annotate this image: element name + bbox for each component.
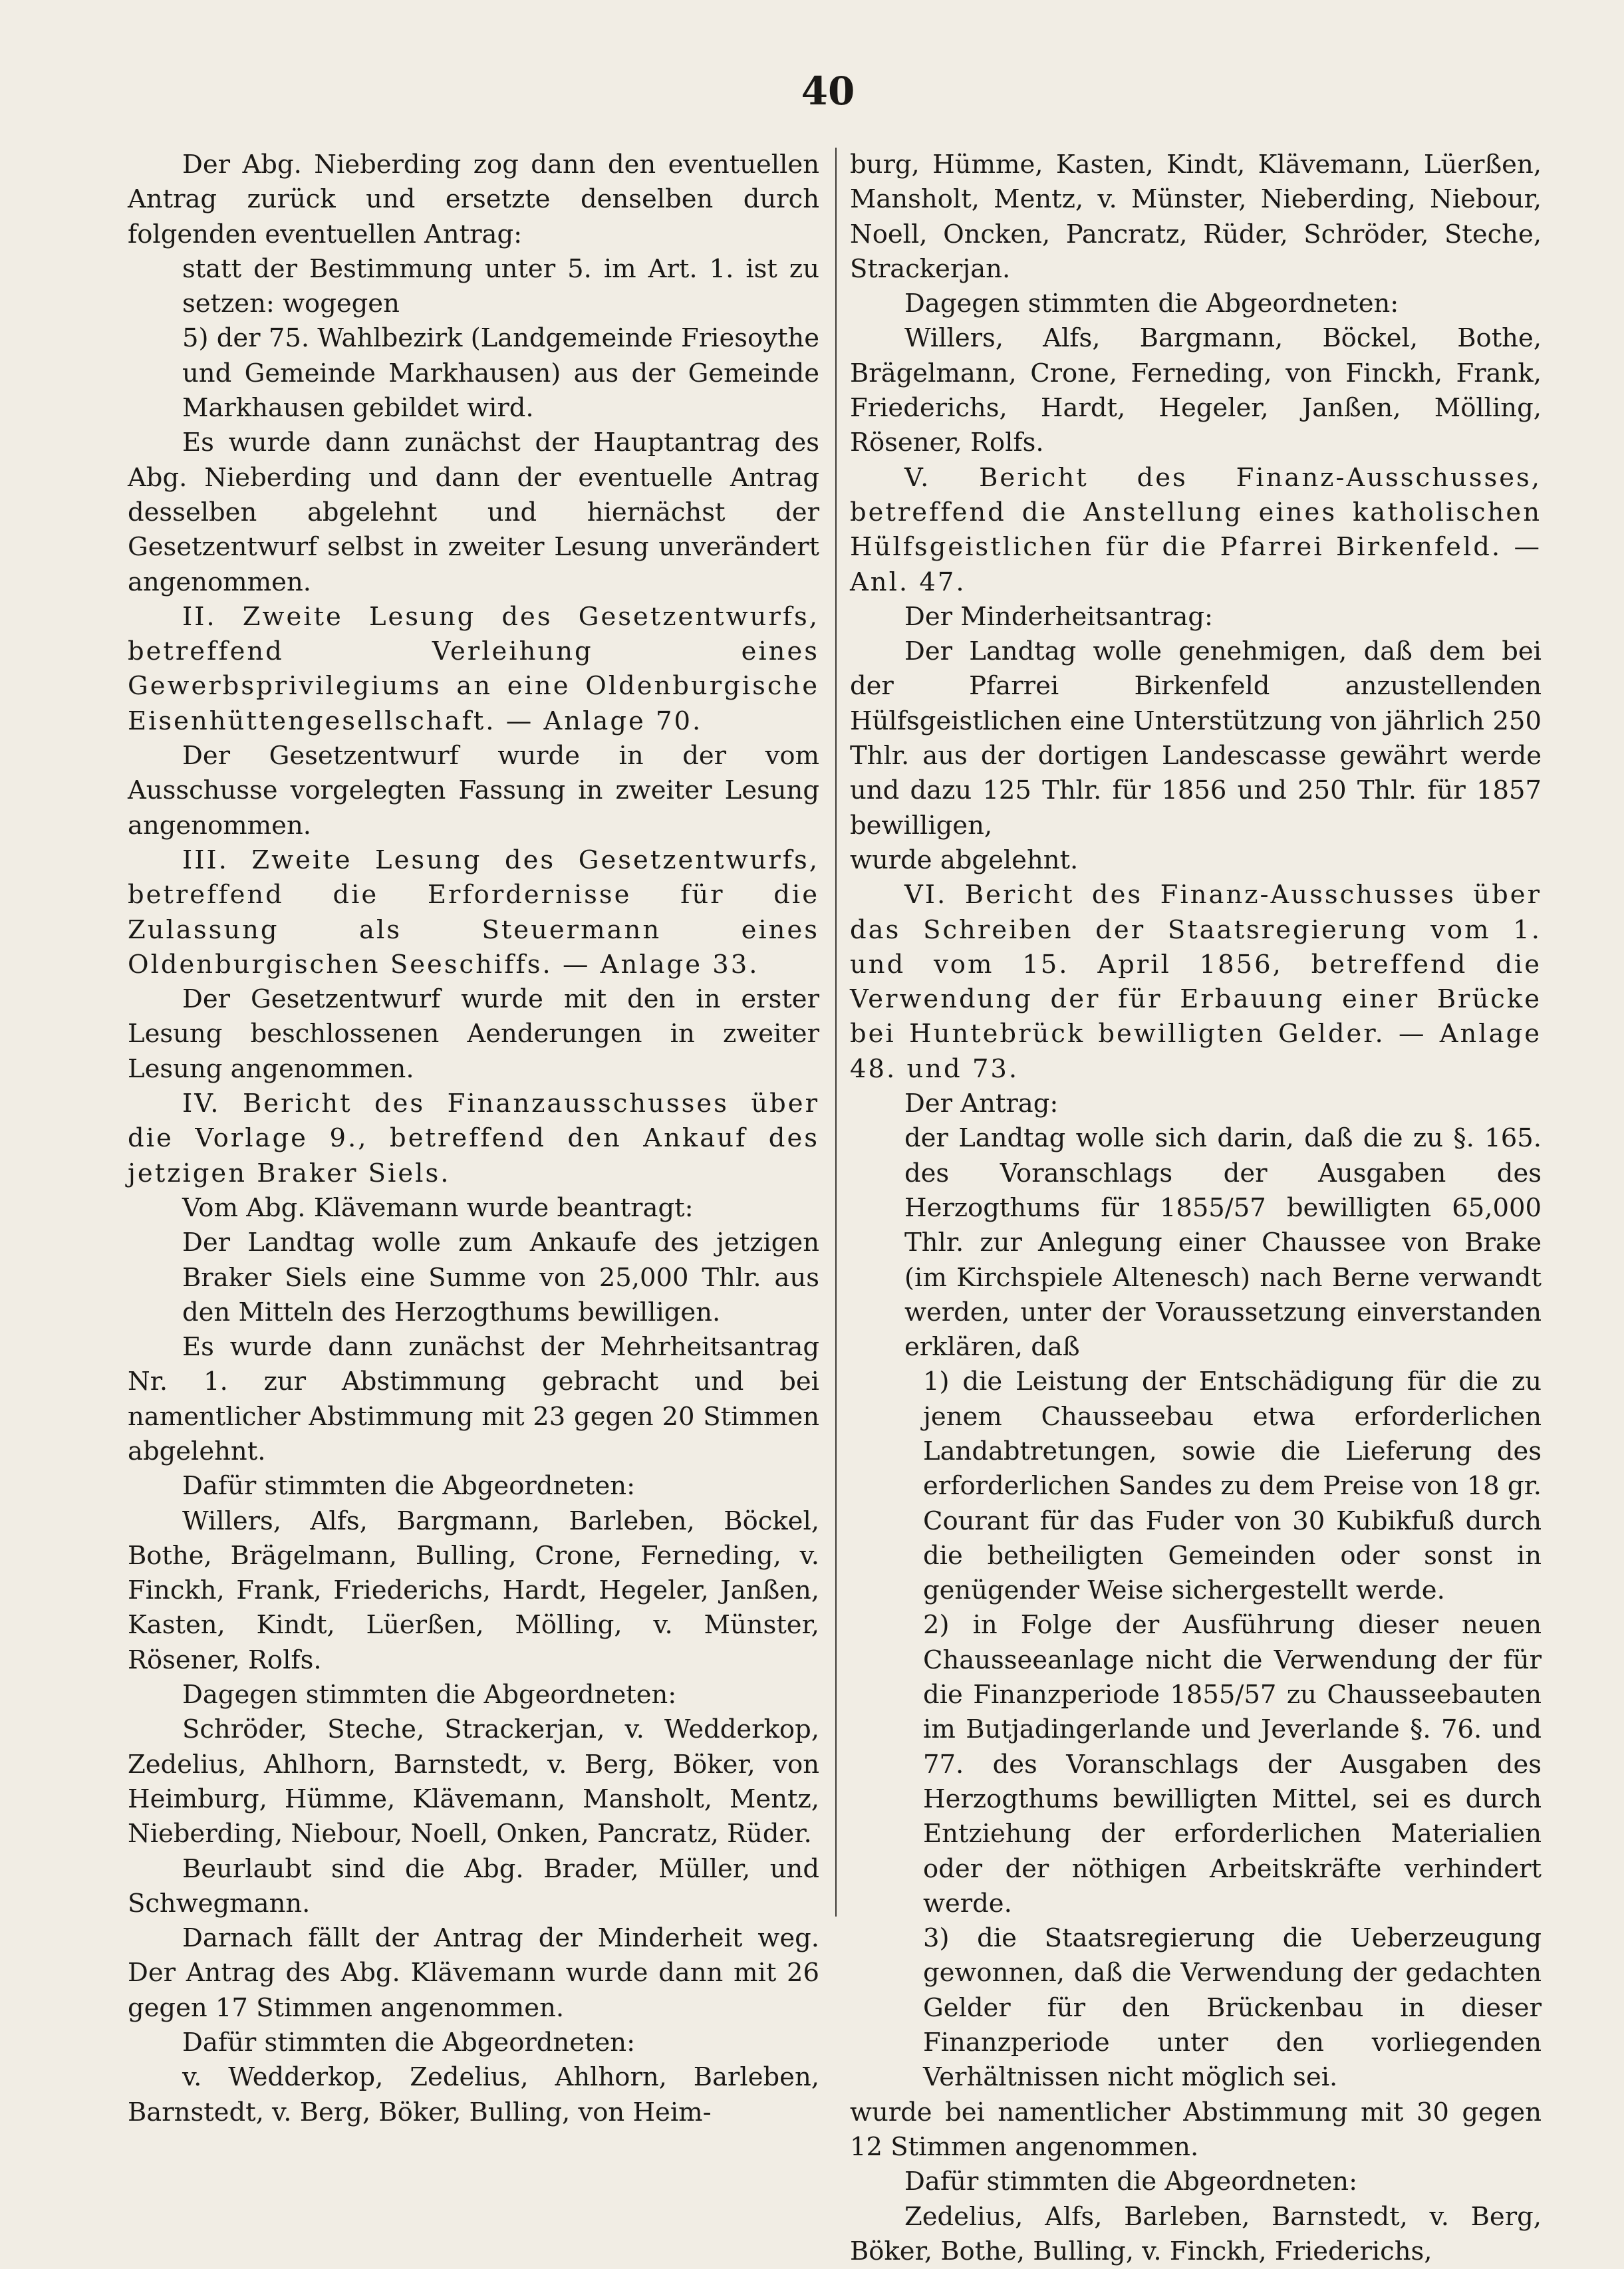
paragraph: Beurlaubt sind die Abg. Brader, Müller, und Schwegmann. xyxy=(128,1853,819,1919)
left-column xyxy=(128,148,819,2130)
paragraph: burg, Hümme, Kasten, Kindt, Klävemann, Lüerßen, Mansholt, Mentz, v. Münster, Nieberding, Niebour, Noell, Oncken, Pancratz, Rüder, Schröder, Steche, Strackerjan. xyxy=(850,150,1542,284)
paragraph: v. Wedderkop, Zedelius, Ahlhorn, Barleben, Barnstedt, v. Berg, Böker, Bulling, von Heim- xyxy=(128,2062,819,2127)
paragraph: Dagegen stimmten die Abgeordneten: xyxy=(904,289,1399,319)
paragraph: Der Minderheitsantrag: xyxy=(904,601,1213,632)
paragraph: 2) in Folge der Ausführung dieser neuen Chausseeanlage nicht die Verwendung der für die Finanzperiode 1855/57 zu Chausseebauten im Butjadingerlande und Jeverlande §. 76. und 77. des Voranschlags der Ausgaben des Herzogthums bewilligten Mittel, sei es durch Entziehung der erforderlichen Materialien oder der nöthigen Arbeitskräfte verhindert werde. xyxy=(923,1610,1542,1919)
paragraph: Vom Abg. Klävemann wurde beantragt: xyxy=(182,1192,694,1223)
paragraph: VI. Bericht des Finanz-Ausschusses über das Schreiben der Staatsregierung vom 1. und vom 15. April 1856, betreffend die Verwendung der für Erbauung einer Brücke bei Huntebrück bewilligten Gelder. — Anlage 48. und 73. xyxy=(850,880,1542,1084)
paragraph: Darnach fällt der Antrag der Minderheit weg. Der Antrag des Abg. Klävemann wurde dann mit 26 gegen 17 Stimmen angenommen. xyxy=(128,1923,819,2023)
right-column xyxy=(850,148,1542,2269)
paragraph: der Landtag wolle sich darin, daß die zu §. 165. des Voranschlags der Ausgaben des Herzogthums für 1855/57 bewilligten 65,000 Thlr. zur Anlegung einer Chaussee von Brake (im Kirchspiele Altenesch) nach Berne verwandt werden, unter der Voraussetzung einverstanden erklären, daß xyxy=(904,1123,1542,1363)
paragraph: V. Bericht des Finanz-Ausschusses, betreffend die Anstellung eines katholischen Hülfsgeistlichen für die Pfarrei Birkenfeld. — Anl. 47. xyxy=(850,462,1542,597)
paragraph: Willers, Alfs, Bargmann, Barleben, Böckel, Bothe, Brägelmann, Bulling, Crone, Ferneding, v. Finckh, Frank, Friederichs, Hardt, Hegeler, Janßen, Kasten, Kindt, Lüerßen, Mölling, v. Münster, Rösener, Rolfs. xyxy=(128,1506,819,1675)
paragraph: Zedelius, Alfs, Barleben, Barnstedt, v. Berg, Böker, Bothe, Bulling, v. Finckh, Friederichs, xyxy=(850,2201,1542,2266)
paragraph: Es wurde dann zunächst der Mehrheitsantrag Nr. 1. zur Abstimmung gebracht und bei namentlicher Abstimmung mit 23 gegen 20 Stimmen abgelehnt. xyxy=(128,1332,819,1466)
paragraph: Dafür stimmten die Abgeordneten: xyxy=(904,2167,1358,2197)
paragraph: statt der Bestimmung unter 5. im Art. 1. ist zu setzen: wogegen xyxy=(182,253,819,319)
paragraph: wurde abgelehnt. xyxy=(850,845,1079,875)
paragraph: 3) die Staatsregierung die Ueberzeugung gewonnen, daß die Verwendung der gedachten Gelder für den Brückenbau in dieser Finanzperiode unter den vorliegenden Verhältnissen nicht möglich sei. xyxy=(923,1923,1542,2093)
paragraph: Der Gesetzentwurf wurde in der vom Ausschusse vorgelegten Fassung in zweiter Lesung angenommen. xyxy=(128,741,819,841)
paragraph: Der Landtag wolle zum Ankaufe des jetzigen Braker Siels eine Summe von 25,000 Thlr. aus den Mitteln des Herzogthums bewilligen. xyxy=(182,1228,819,1327)
paragraph: Dafür stimmten die Abgeordneten: xyxy=(182,2028,636,2058)
paragraph: Der Abg. Nieberding zog dann den eventuellen Antrag zurück und ersetzte denselben durch folgenden eventuellen Antrag: xyxy=(128,150,819,249)
paragraph: IV. Bericht des Finanzausschusses über die Vorlage 9., betreffend den Ankauf des jetzigen Braker Siels. xyxy=(128,1089,819,1188)
paragraph: Es wurde dann zunächst der Hauptantrag des Abg. Nieberding und dann der eventuelle Antrag desselben abgelehnt und hiernächst der Gesetzentwurf selbst in zweiter Lesung unverändert angenommen. xyxy=(128,428,819,597)
paragraph: 5) der 75. Wahlbezirk (Landgemeinde Friesoythe und Gemeinde Markhausen) aus der Gemeinde Markhausen gebildet wird. xyxy=(182,323,820,424)
paragraph: Dagegen stimmten die Abgeordneten: xyxy=(182,1680,677,1710)
column-divider xyxy=(835,148,837,1917)
paragraph: III. Zweite Lesung des Gesetzentwurfs, betreffend die Erfordernisse für die Zulassung als Steuermann eines Oldenburgischen Seeschiffs. — Anlage 33. xyxy=(128,845,819,980)
paragraph: II. Zweite Lesung des Gesetzentwurfs, betreffend Verleihung eines Gewerbsprivilegiums an eine Oldenburgische Eisenhüttengesellschaft. — Anlage 70. xyxy=(128,601,819,736)
paragraph: 1) die Leistung der Entschädigung für die zu jenem Chausseebau etwa erforderlichen Landabtretungen, sowie die Lieferung des erforderlichen Sandes zu dem Preise von 18 gr. Courant für das Fuder von 30 Kubikfuß durch die betheiligten Gemeinden oder sonst in genügender Weise sichergestellt werde. xyxy=(923,1367,1542,1606)
page-number: 40 xyxy=(801,68,855,114)
paragraph: Der Gesetzentwurf wurde mit den in erster Lesung beschlossenen Aenderungen in zweiter Lesung angenommen. xyxy=(128,984,819,1084)
paragraph: Der Landtag wolle genehmigen, daß dem bei der Pfarrei Birkenfeld anzustellenden Hülfsgeistlichen eine Unterstützung von jährlich 250 Thlr. aus der dortigen Landescasse gewährt werde und dazu 125 Thlr. für 1856 und 250 Thlr. für 1857 bewilligen, xyxy=(850,636,1542,841)
paragraph: Der Antrag: xyxy=(904,1089,1059,1119)
paragraph: Dafür stimmten die Abgeordneten: xyxy=(182,1471,636,1502)
paragraph: wurde bei namentlicher Abstimmung mit 30 gegen 12 Stimmen angenommen. xyxy=(850,2097,1542,2162)
paragraph: Schröder, Steche, Strackerjan, v. Wedderkop, Zedelius, Ahlhorn, Barnstedt, v. Berg, Böker, von Heimburg, Hümme, Klävemann, Mansholt, Mentz, Nieberding, Niebour, Noell, Onken, Pancratz, Rüder. xyxy=(128,1714,819,1849)
paragraph: Willers, Alfs, Bargmann, Böckel, Bothe, Brägelmann, Crone, Ferneding, von Finckh, Frank, Friederichs, Hardt, Hegeler, Janßen, Mölling, Rösener, Rolfs. xyxy=(850,323,1542,458)
